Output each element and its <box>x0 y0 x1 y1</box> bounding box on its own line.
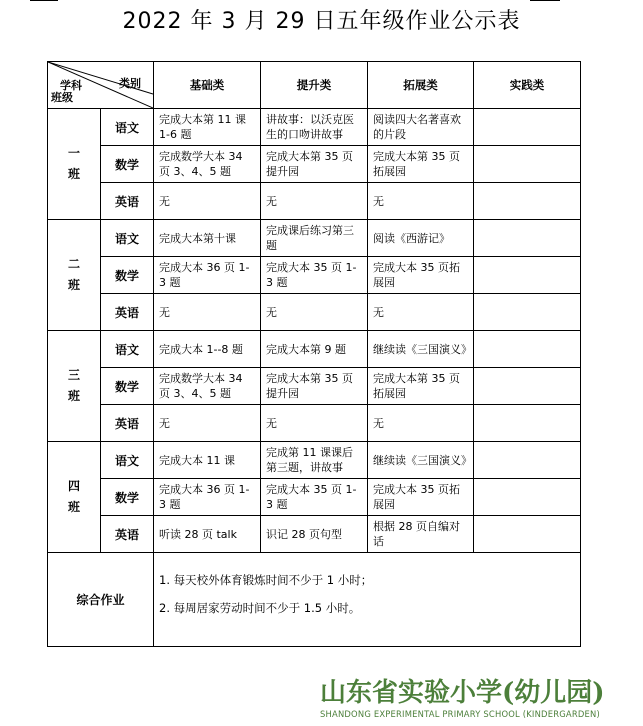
class-4-cell <box>48 442 101 553</box>
improve-cell: 完成大本第 9 题 <box>261 331 368 368</box>
improve-cell: 完成大本第 35 页提升园 <box>261 146 368 183</box>
column-header-extend: 拓展类 <box>368 62 474 109</box>
class-3-cell <box>48 331 101 442</box>
improve-cell: 讲故事：以沃克医生的口吻讲故事 <box>261 109 368 146</box>
school-logo-chinese: 山东省实验小学(幼儿园) <box>320 678 605 708</box>
improve-cell: 完成课后练习第三题 <box>261 220 368 257</box>
header-corner-cell <box>48 62 154 109</box>
basic-cell: 无 <box>154 294 261 331</box>
improve-cell: 完成第 11 课课后第三题，讲故事 <box>261 442 368 479</box>
column-header-basic: 基础类 <box>154 62 261 109</box>
table-row <box>48 331 581 368</box>
basic-cell: 完成大本第 11 课 1-6 题 <box>154 109 261 146</box>
practice-cell <box>474 479 581 516</box>
table-row <box>48 516 581 553</box>
comprehensive-note: 2. 每周居家劳动时间不少于 1.5 小时。 <box>159 600 361 615</box>
top-rule-right <box>530 0 560 1</box>
subject-cell: 语文 <box>101 220 154 257</box>
subject-cell: 英语 <box>101 405 154 442</box>
class-name-top: 一 <box>67 146 80 160</box>
table-row <box>48 220 581 257</box>
extend-cell: 完成大本 35 页拓展园 <box>368 257 474 294</box>
basic-cell: 完成大本 1--8 题 <box>154 331 261 368</box>
class-1-cell <box>48 109 101 220</box>
basic-cell: 无 <box>154 405 261 442</box>
table-row <box>48 146 581 183</box>
improve-cell: 无 <box>261 183 368 220</box>
subject-cell: 数学 <box>101 479 154 516</box>
practice-cell <box>474 405 581 442</box>
basic-cell: 完成大本 36 页 1-3 题 <box>154 257 261 294</box>
class-name-top: 四 <box>67 479 80 493</box>
extend-cell: 无 <box>368 405 474 442</box>
basic-cell: 完成大本 36 页 1-3 题 <box>154 479 261 516</box>
extend-cell: 根据 28 页自编对话 <box>368 516 474 553</box>
extend-cell: 阅读四大名著喜欢的片段 <box>368 109 474 146</box>
table-row <box>48 442 581 479</box>
comprehensive-note: 1. 每天校外体育锻炼时间不少于 1 小时； <box>159 572 373 587</box>
practice-cell <box>474 146 581 183</box>
page-title: 2022 年 3 月 29 日五年级作业公示表 <box>122 9 521 34</box>
extend-cell: 完成大本第 35 页拓展园 <box>368 146 474 183</box>
extend-cell: 无 <box>368 183 474 220</box>
basic-cell: 听读 28 页 talk <box>154 516 261 553</box>
subject-cell: 语文 <box>101 109 154 146</box>
extend-cell: 继续读《三国演义》 <box>368 331 474 368</box>
class-2-cell <box>48 220 101 331</box>
practice-cell <box>474 442 581 479</box>
basic-cell: 完成大本第十课 <box>154 220 261 257</box>
class-name-bottom: 班 <box>67 278 80 292</box>
basic-cell: 完成数学大本 34 页 3、4、5 题 <box>154 368 261 405</box>
practice-cell <box>474 220 581 257</box>
subject-cell: 英语 <box>101 516 154 553</box>
class-name-bottom: 班 <box>67 167 80 181</box>
practice-cell <box>474 257 581 294</box>
column-header-practice: 实践类 <box>474 62 581 109</box>
practice-cell <box>474 294 581 331</box>
class-name-top: 三 <box>67 368 80 382</box>
table-row <box>48 405 581 442</box>
subject-cell: 数学 <box>101 368 154 405</box>
table-row <box>48 479 581 516</box>
table-row <box>48 183 581 220</box>
comprehensive-row <box>48 553 581 647</box>
corner-category-label: 类别 <box>119 77 141 90</box>
top-rule-left <box>30 0 58 1</box>
school-logo-english: SHANDONG EXPERIMENTAL PRIMARY SCHOOL (KINDERGARDEN) <box>320 709 600 719</box>
subject-cell: 数学 <box>101 146 154 183</box>
practice-cell <box>474 331 581 368</box>
extend-cell: 继续读《三国演义》 <box>368 442 474 479</box>
extend-cell: 完成大本 35 页拓展园 <box>368 479 474 516</box>
improve-cell: 无 <box>261 294 368 331</box>
practice-cell <box>474 368 581 405</box>
class-name-bottom: 班 <box>67 500 80 514</box>
practice-cell <box>474 516 581 553</box>
comprehensive-label: 综合作业 <box>48 553 154 647</box>
corner-class-label: 班级 <box>51 91 73 104</box>
basic-cell: 完成数学大本 34 页 3、4、5 题 <box>154 146 261 183</box>
subject-cell: 英语 <box>101 183 154 220</box>
subject-cell: 英语 <box>101 294 154 331</box>
column-header-improve: 提升类 <box>261 62 368 109</box>
subject-cell: 数学 <box>101 257 154 294</box>
table-row <box>48 294 581 331</box>
comprehensive-notes <box>154 553 581 647</box>
practice-cell <box>474 109 581 146</box>
table-row <box>48 257 581 294</box>
basic-cell: 无 <box>154 183 261 220</box>
table-row <box>48 368 581 405</box>
extend-cell: 无 <box>368 294 474 331</box>
corner-subject-label: 学科 <box>60 79 82 92</box>
school-logo <box>320 672 640 719</box>
practice-cell <box>474 183 581 220</box>
homework-table <box>47 61 581 647</box>
improve-cell: 完成大本 35 页 1-3 题 <box>261 257 368 294</box>
subject-cell: 语文 <box>101 331 154 368</box>
extend-cell: 完成大本第 35 页拓展园 <box>368 368 474 405</box>
subject-cell: 语文 <box>101 442 154 479</box>
improve-cell: 识记 28 页句型 <box>261 516 368 553</box>
basic-cell: 完成大本 11 课 <box>154 442 261 479</box>
extend-cell: 阅读《西游记》 <box>368 220 474 257</box>
improve-cell: 完成大本 35 页 1-3 题 <box>261 479 368 516</box>
class-name-top: 二 <box>67 257 80 271</box>
improve-cell: 无 <box>261 405 368 442</box>
table-row <box>48 109 581 146</box>
improve-cell: 完成大本第 35 页提升园 <box>261 368 368 405</box>
class-name-bottom: 班 <box>67 389 80 403</box>
